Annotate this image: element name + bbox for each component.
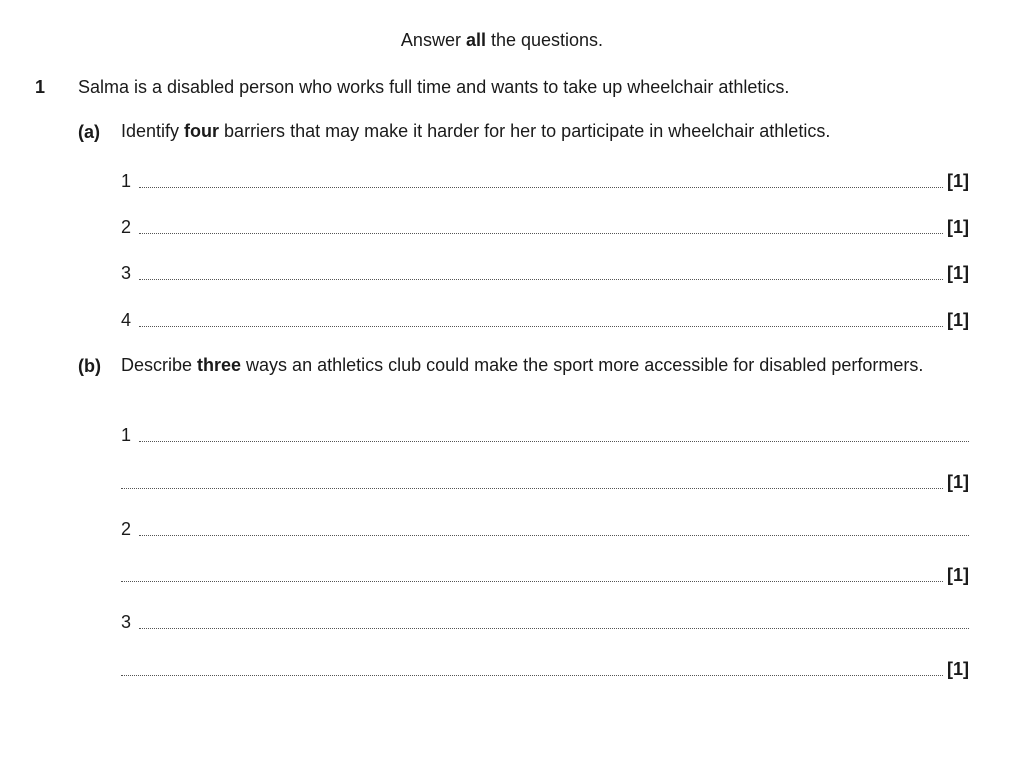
answer-line-b3-second[interactable] [121,658,969,680]
dotted-answer-space[interactable] [139,441,969,442]
dotted-answer-space[interactable] [139,628,969,629]
dotted-answer-space[interactable] [139,535,969,536]
part-a-prompt-emphasis: four [184,121,220,141]
answer-line-b1-first[interactable] [121,424,969,446]
answer-number: 1 [121,425,132,445]
instruction-emphasis: all [465,30,486,50]
part-b-prompt-emphasis: three [197,355,242,375]
dotted-answer-space[interactable] [121,675,943,676]
part-a-label: (a) [78,122,100,142]
dotted-answer-space[interactable] [139,233,943,234]
part-a-prompt-text: Identify [121,121,185,141]
instruction-text: Answer [400,30,466,50]
part-b-prompt-text-end: ways an athletics club could make the sport more accessible for disabled performers. [241,355,924,375]
answer-line-a1[interactable] [121,170,969,192]
answer-number: 2 [121,519,132,539]
answer-number: 2 [121,217,132,237]
answer-line-b1-second[interactable] [121,471,969,493]
answer-number: 1 [121,171,132,191]
part-a-prompt [121,119,968,144]
mark-allocation: [1] [947,171,969,191]
answer-number: 3 [121,612,132,632]
mark-allocation: [1] [947,263,969,283]
mark-allocation: [1] [947,310,969,330]
dotted-answer-space[interactable] [139,279,943,280]
answer-line-a2[interactable] [121,216,969,238]
mark-allocation: [1] [947,565,969,585]
question-stem: Salma is a disabled person who works full time and wants to take up wheelchair athletics. [78,77,790,97]
mark-allocation: [1] [947,659,969,679]
part-b-label: (b) [78,356,101,376]
answer-line-a4[interactable] [121,309,969,331]
answer-number: 4 [121,310,132,330]
dotted-answer-space[interactable] [139,326,943,327]
dotted-answer-space[interactable] [139,187,943,188]
answer-line-b2-second[interactable] [121,564,969,586]
question-number: 1 [35,77,46,97]
dotted-answer-space[interactable] [121,488,943,489]
mark-allocation: [1] [947,472,969,492]
instruction [0,30,1004,51]
part-b-prompt-text: Describe [121,355,198,375]
answer-line-b2-first[interactable] [121,518,969,540]
answer-line-b3-first[interactable] [121,611,969,633]
answer-line-a3[interactable] [121,262,969,284]
instruction-text-end: the questions. [485,30,604,50]
part-b-prompt [121,353,968,378]
answer-number: 3 [121,263,132,283]
mark-allocation: [1] [947,217,969,237]
dotted-answer-space[interactable] [121,581,943,582]
part-a-prompt-text-end: barriers that may make it harder for her to participate in wheelchair athletics. [219,121,831,141]
